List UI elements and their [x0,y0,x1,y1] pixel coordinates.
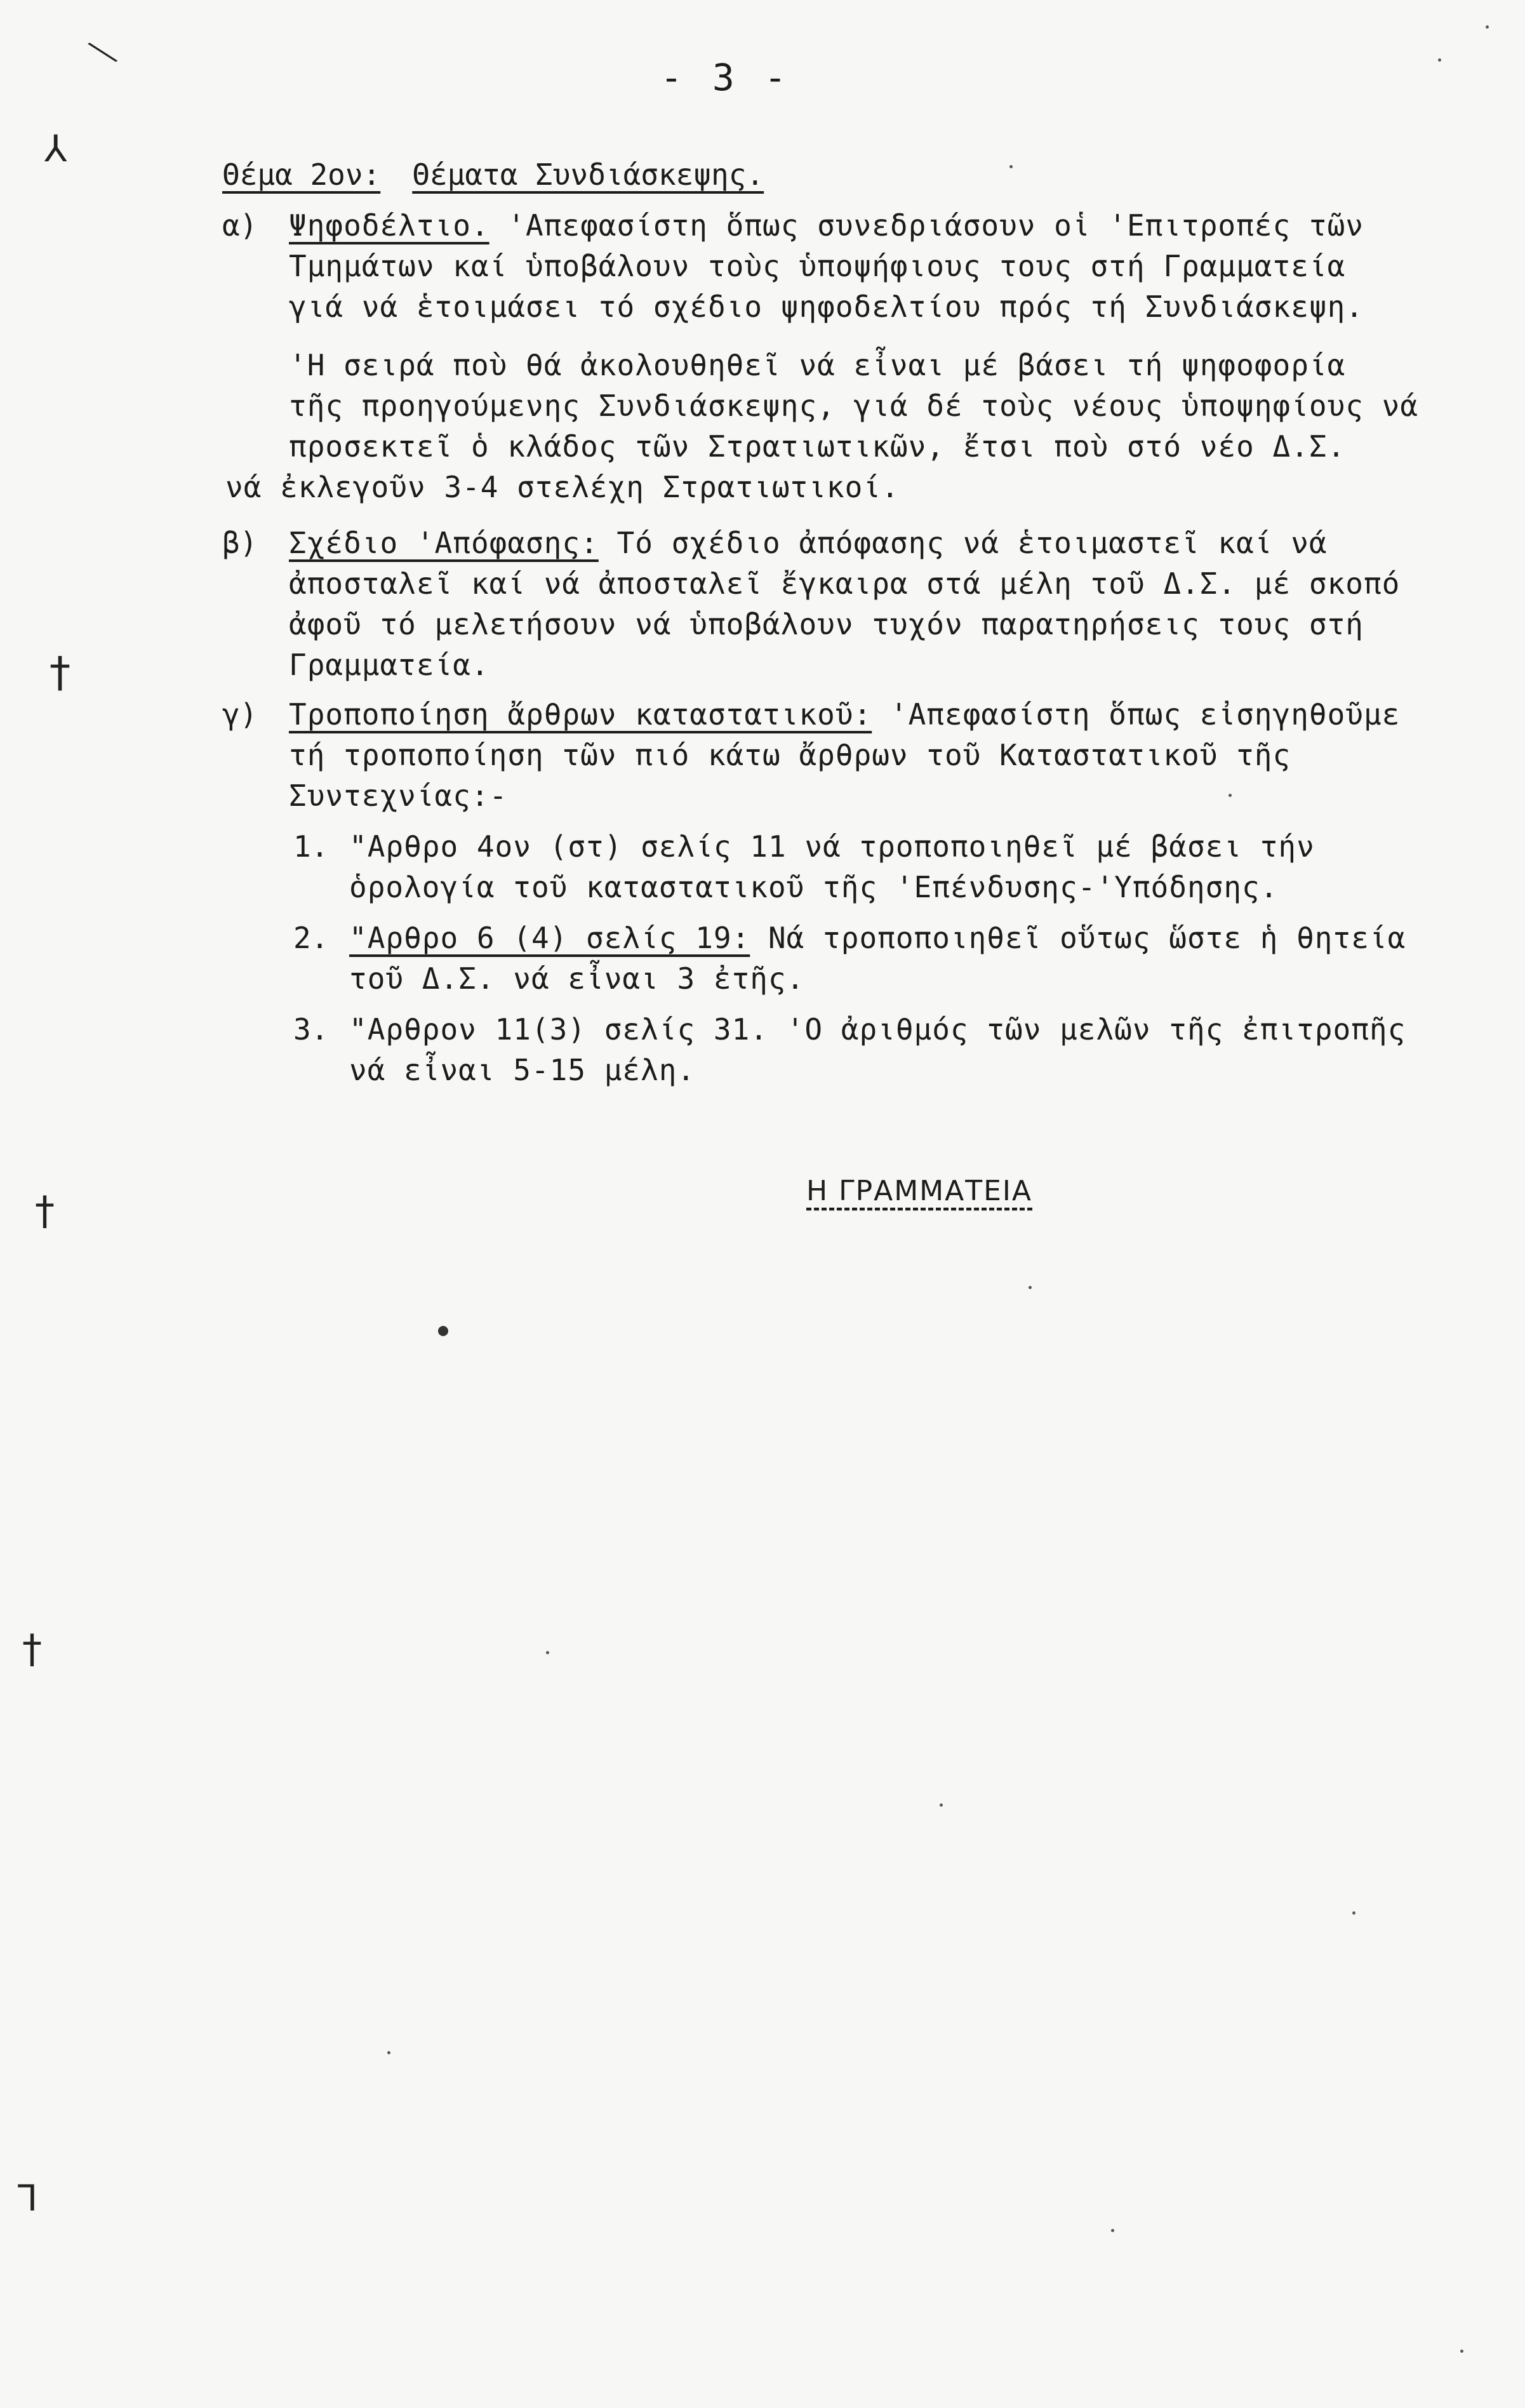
item-1-line-1: "Αρθρο 4ον (στ) σελίς 11 νά τροποποιηθεῖ μέ βάσει τήν [349,829,1315,864]
section-a-line-7: νά ἐκλεγοῦν 3-4 στελέχη Στρατιωτικοί. [225,470,900,504]
section-c-line-1: Τροποποίηση ἄρθρων καταστατικοῦ: 'Απεφασίστη ὅπως εἰσηγηθοῦμε [289,697,1401,732]
section-c-label: Τροποποίηση ἄρθρων καταστατικοῦ: [289,697,872,732]
section-a-line-1: Ψηφοδέλτιο. 'Απεφασίστη ὅπως συνεδριάσουν οἱ 'Επιτροπές τῶν [289,208,1364,243]
item-2-line-2: τοῦ Δ.Σ. νά εἶναι 3 ἐτῆς. [349,961,805,996]
page-number: - 3 - [660,56,790,99]
section-b-line-3: ἀφοῦ τό μελετήσουν νά ὑποβάλουν τυχόν παρατηρήσεις τους στή [289,607,1364,641]
scan-spot [546,1651,549,1654]
section-b-label: Σχέδιο 'Απόφασης: [289,526,599,560]
section-a-marker: α) [222,208,258,243]
item-3-line-2: νά εἶναι 5-15 μέλη. [349,1053,696,1087]
scan-spot [387,2051,390,2054]
margin-mark: † [35,1187,55,1234]
scan-spot [1438,58,1441,62]
section-a-line-6: προσεκτεῖ ὁ κλάδος τῶν Στρατιωτικῶν, ἔτσι ποὺ στό νέο Δ.Σ. [289,429,1346,464]
heading-number: Θέμα 2ον: [222,157,381,192]
scan-spot [1229,794,1232,797]
item-3-line-1: "Αρθρον 11(3) σελίς 31. 'Ο ἀριθμός τῶν μελῶν τῆς ἐπιτροπῆς [349,1012,1406,1047]
scan-spot [1352,1911,1355,1915]
section-c-line-3: Συντεχνίας:- [289,779,508,813]
item-1-number: 1. [293,829,329,864]
scan-spot [1486,25,1489,29]
item-2-article-ref: "Αρθρο 6 (4) σελίς 19: [349,921,750,955]
item-2-line-1: "Αρθρο 6 (4) σελίς 19: Νά τροποποιηθεῖ οὕτως ὥστε ἡ θητεία [349,921,1406,955]
item-3-number: 3. [293,1012,329,1047]
section-heading [222,157,764,192]
section-a-line-2: Τμημάτων καί ὑποβάλουν τοὺς ὑποψήφιους τους στή Γραμματεία [289,249,1346,283]
scan-spot [1111,2229,1114,2232]
section-a-label: Ψηφοδέλτιο. [289,208,489,243]
margin-mark: ⅄ [44,127,67,170]
scan-spot [1009,165,1013,168]
margin-mark: ᒣ [16,2178,38,2219]
margin-mark: ╲ [89,36,117,69]
item-1-line-2: ὁρολογία τοῦ καταστατικοῦ τῆς 'Επένδυσης-'Υπόδησης. [349,870,1279,904]
heading-title: Θέματα Συνδιάσκεψης. [412,157,764,192]
section-c-line-2: τή τροποποίηση τῶν πιό κάτω ἄρθρων τοῦ Καταστατικοῦ τῆς [289,738,1291,772]
scan-spot [1460,2350,1463,2353]
section-a-line-3: γιά νά ἑτοιμάσει τό σχέδιο ψηφοδελτίου πρός τή Συνδιάσκεψη. [289,290,1364,324]
scan-spot [940,1803,943,1807]
section-b-line-1: Σχέδιο 'Απόφασης: Τό σχέδιο ἀπόφασης νά ἑτοιμαστεῖ καί νά [289,526,1328,560]
section-b-line-2: ἀποσταλεῖ καί νά ἀποσταλεῖ ἔγκαιρα στά μέλη τοῦ Δ.Σ. μέ σκοπό [289,566,1401,601]
margin-mark: † [22,1626,42,1672]
section-a-line-5: τῆς προηγούμενης Συνδιάσκεψης, γιά δέ τοὺς νέους ὑποψηφίους νά [289,389,1419,423]
section-b-line-4: Γραμματεία. [289,648,489,682]
margin-mark: † [50,648,70,697]
scan-spot [438,1326,448,1336]
section-a-line-4: 'Η σειρά ποὺ θά ἀκολουθηθεῖ νά εἶναι μέ βάσει τή ψηφοφορία [289,348,1346,382]
scan-spot [1029,1286,1032,1289]
signature: Η ΓΡΑΜΜΑΤΕΙΑ [806,1175,1032,1207]
item-2-number: 2. [293,921,329,955]
section-b-marker: β) [222,526,258,560]
section-c-marker: γ) [222,697,258,732]
